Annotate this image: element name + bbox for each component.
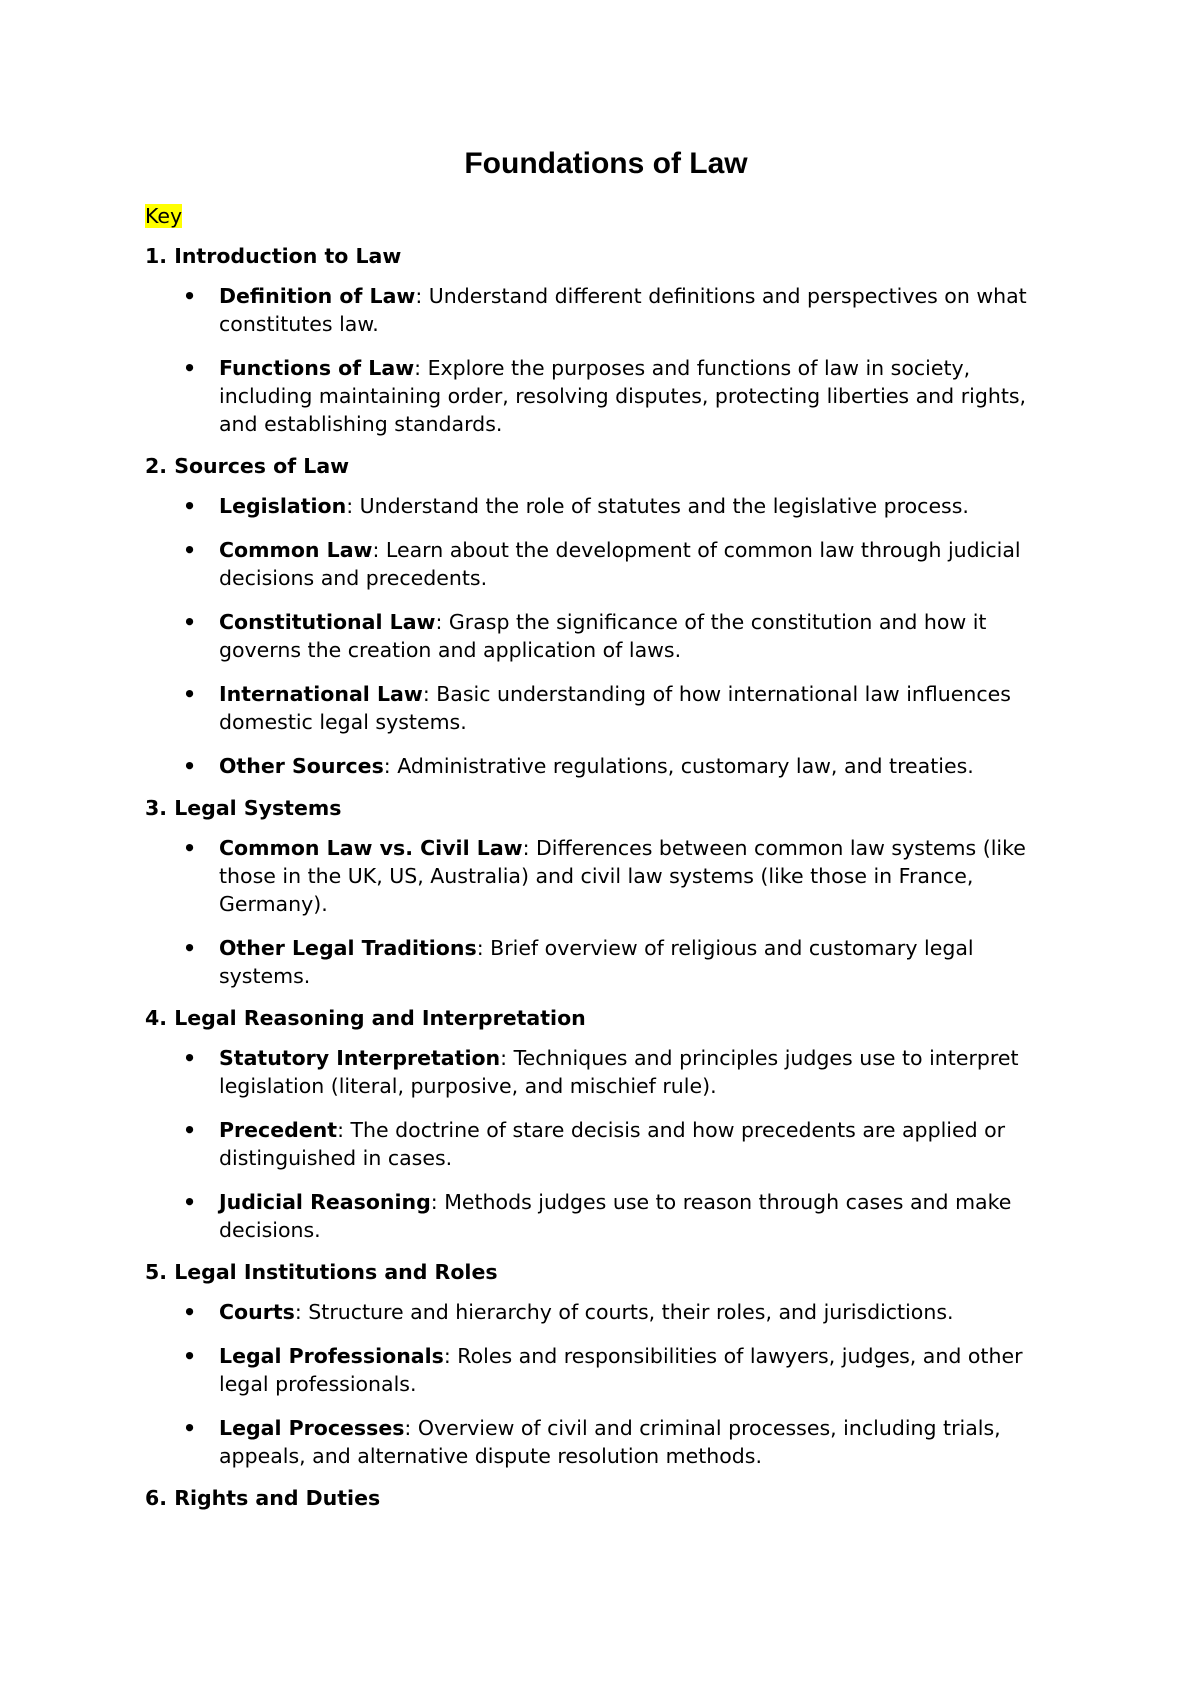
item-term: Legal Processes [219, 1416, 405, 1440]
item-term: Statutory Interpretation [219, 1046, 501, 1070]
item-description: : Basic understanding of how international law influences domestic legal systems. [219, 682, 1011, 734]
bullet-list [145, 492, 1065, 780]
item-description: : Techniques and principles judges use to interpret legislation (literal, purposive, and mischief rule). [219, 1046, 1019, 1098]
list-item [145, 536, 1065, 592]
sections-container [145, 244, 1065, 1510]
list-item [145, 354, 1065, 438]
item-description: : Overview of civil and criminal processes, including trials, appeals, and alternative dispute resolution methods. [219, 1416, 1001, 1468]
bullet-dot-icon: • [183, 836, 197, 860]
item-description: : Differences between common law systems (like those in the UK, US, Australia) and civil law systems (like those in France, Germany). [219, 836, 1026, 916]
bullet-dot-icon: • [183, 356, 197, 380]
item-term: International Law [219, 682, 423, 706]
document-body [145, 202, 1065, 1524]
bullet-dot-icon: • [183, 1300, 197, 1324]
item-description: : Roles and responsibilities of lawyers, judges, and other legal professionals. [219, 1344, 1023, 1396]
section-heading: 6. Rights and Duties [145, 1486, 381, 1510]
list-item [145, 834, 1065, 918]
item-term: Other Sources [219, 754, 384, 778]
item-description: : Brief overview of religious and customary legal systems. [219, 936, 974, 988]
document-title: Foundations of Law [464, 147, 748, 180]
item-description: : Learn about the development of common law through judicial decisions and precedents. [219, 538, 1021, 590]
list-item [145, 1342, 1065, 1398]
list-item [145, 752, 1065, 780]
key-highlight-label: Key [145, 204, 183, 228]
section-heading: 2. Sources of Law [145, 454, 350, 478]
item-description: : Explore the purposes and functions of law in society, including maintaining order, resolving disputes, protecting liberties and rights, and establishing standards. [219, 356, 1027, 436]
bullet-dot-icon: • [183, 1190, 197, 1214]
list-item [145, 282, 1065, 338]
item-term: Courts [219, 1300, 295, 1324]
list-item [145, 1298, 1065, 1326]
item-term: Legislation [219, 494, 347, 518]
bullet-list [145, 1044, 1065, 1244]
item-term: Functions of Law [219, 356, 415, 380]
section-heading: 1. Introduction to Law [145, 244, 402, 268]
item-description: : Structure and hierarchy of courts, their roles, and jurisdictions. [294, 1300, 954, 1324]
item-description: : Understand different definitions and perspectives on what constitutes law. [219, 284, 1027, 336]
bullet-dot-icon: • [183, 754, 197, 778]
section-heading: 4. Legal Reasoning and Interpretation [145, 1006, 586, 1030]
item-term: Common Law [219, 538, 373, 562]
bullet-list [145, 282, 1065, 438]
list-item [145, 680, 1065, 736]
bullet-dot-icon: • [183, 1344, 197, 1368]
section-heading: 3. Legal Systems [145, 796, 342, 820]
bullet-dot-icon: • [183, 284, 197, 308]
bullet-dot-icon: • [183, 936, 197, 960]
list-item [145, 1116, 1065, 1172]
bullet-dot-icon: • [183, 1416, 197, 1440]
item-term: Common Law vs. Civil Law [219, 836, 523, 860]
list-item [145, 1188, 1065, 1244]
item-description: : Grasp the significance of the constitution and how it governs the creation and application of laws. [219, 610, 987, 662]
list-item [145, 1414, 1065, 1470]
bullet-list [145, 834, 1065, 990]
list-item [145, 492, 1065, 520]
list-item [145, 608, 1065, 664]
item-term: Precedent [219, 1118, 338, 1142]
item-description: : The doctrine of stare decisis and how precedents are applied or distinguished in cases. [219, 1118, 1006, 1170]
item-term: Definition of Law [219, 284, 416, 308]
bullet-dot-icon: • [183, 682, 197, 706]
item-description: : Administrative regulations, customary law, and treaties. [383, 754, 974, 778]
bullet-dot-icon: • [183, 494, 197, 518]
section-heading: 5. Legal Institutions and Roles [145, 1260, 498, 1284]
bullet-dot-icon: • [183, 538, 197, 562]
bullet-dot-icon: • [183, 610, 197, 634]
item-term: Other Legal Traditions [219, 936, 477, 960]
item-term: Constitutional Law [219, 610, 436, 634]
item-term: Legal Professionals [219, 1344, 444, 1368]
list-item [145, 1044, 1065, 1100]
bullet-list [145, 1298, 1065, 1470]
item-description: : Methods judges use to reason through cases and make decisions. [219, 1190, 1012, 1242]
item-term: Judicial Reasoning [219, 1190, 431, 1214]
bullet-dot-icon: • [183, 1046, 197, 1070]
bullet-dot-icon: • [183, 1118, 197, 1142]
item-description: : Understand the role of statutes and the legislative process. [346, 494, 969, 518]
list-item [145, 934, 1065, 990]
